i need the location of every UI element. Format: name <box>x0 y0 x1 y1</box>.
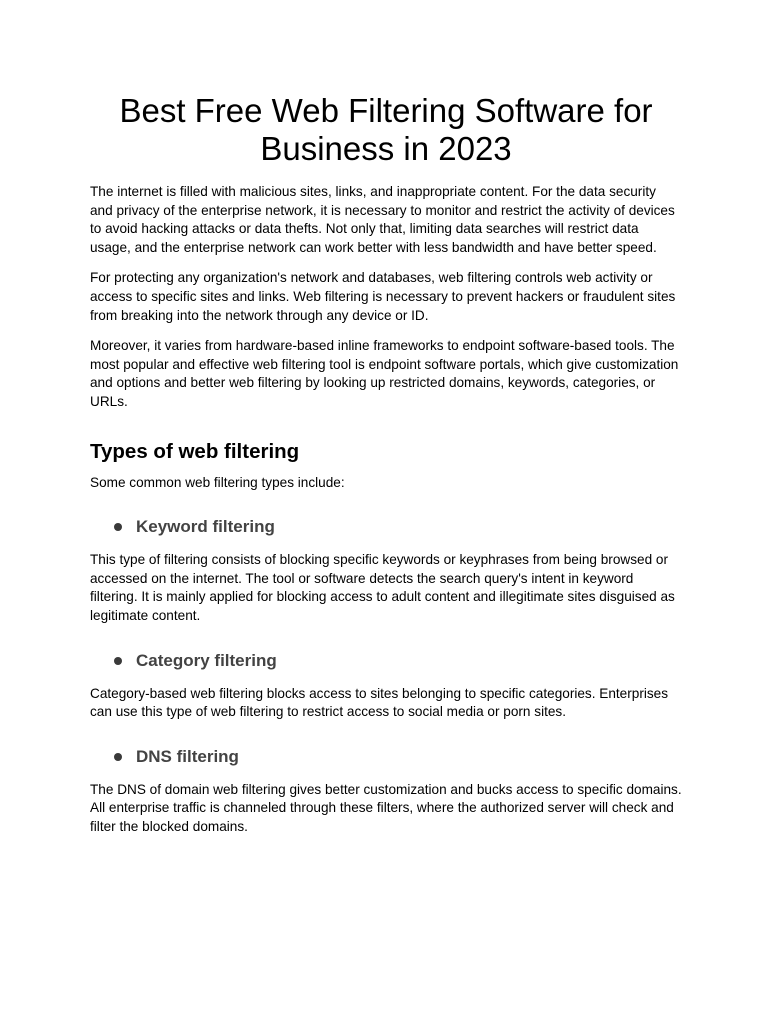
section-lead: Some common web filtering types include: <box>90 474 345 490</box>
bullet-heading-keyword <box>114 516 682 538</box>
section-heading: Types of web filtering <box>90 439 300 463</box>
document-page <box>90 92 682 848</box>
bullet-dot-icon <box>114 523 122 531</box>
bullet-label: DNS filtering <box>136 746 239 766</box>
bullet-dot-icon <box>114 753 122 761</box>
keyword-filtering-paragraph: This type of filtering consists of blocking specific keywords or keyphrases from being browsed or accessed on the internet. The tool or software detects the search query's intent in keyword filtering. It is mainly applied for blocking access to adult content and illegitimate sites disguised as legitimate content. <box>90 552 675 623</box>
bullet-heading-dns <box>114 746 682 768</box>
bullet-label: Keyword filtering <box>136 517 275 537</box>
intro-paragraph-2: For protecting any organization's network and databases, web filtering controls web activity or access to specific sites and links. Web filtering is necessary to prevent hackers or fraudulent sites from breaking into the network through any device or ID. <box>90 270 676 323</box>
dns-filtering-paragraph: The DNS of domain web filtering gives better customization and bucks access to specific domains. All enterprise traffic is channeled through these filters, where the authorized server will check and filter the blocked domains. <box>90 781 682 834</box>
intro-paragraph-1: The internet is filled with malicious sites, links, and inappropriate content. For the data security and privacy of the enterprise network, it is necessary to monitor and restrict the activity of devices to avoid hacking attacks or data thefts. Not only that, limiting data searches will restrict data usage, and the enterprise network can work better with less bandwidth and have better speed. <box>90 184 675 255</box>
bullet-dot-icon <box>114 657 122 665</box>
intro-paragraph-3: Moreover, it varies from hardware-based inline frameworks to endpoint software-based tools. The most popular and effective web filtering tool is endpoint software portals, which give customization and options and better web filtering by looking up restricted domains, keywords, categories, or URLs. <box>90 338 679 409</box>
bullet-label: Category filtering <box>136 650 277 670</box>
page-title: Best Free Web Filtering Software for Business in 2023 <box>119 92 653 167</box>
category-filtering-paragraph: Category-based web filtering blocks access to sites belonging to specific categories. Enterprises can use this type of web filtering to restrict access to social media or porn sites. <box>90 685 669 720</box>
bullet-heading-category <box>114 650 682 672</box>
